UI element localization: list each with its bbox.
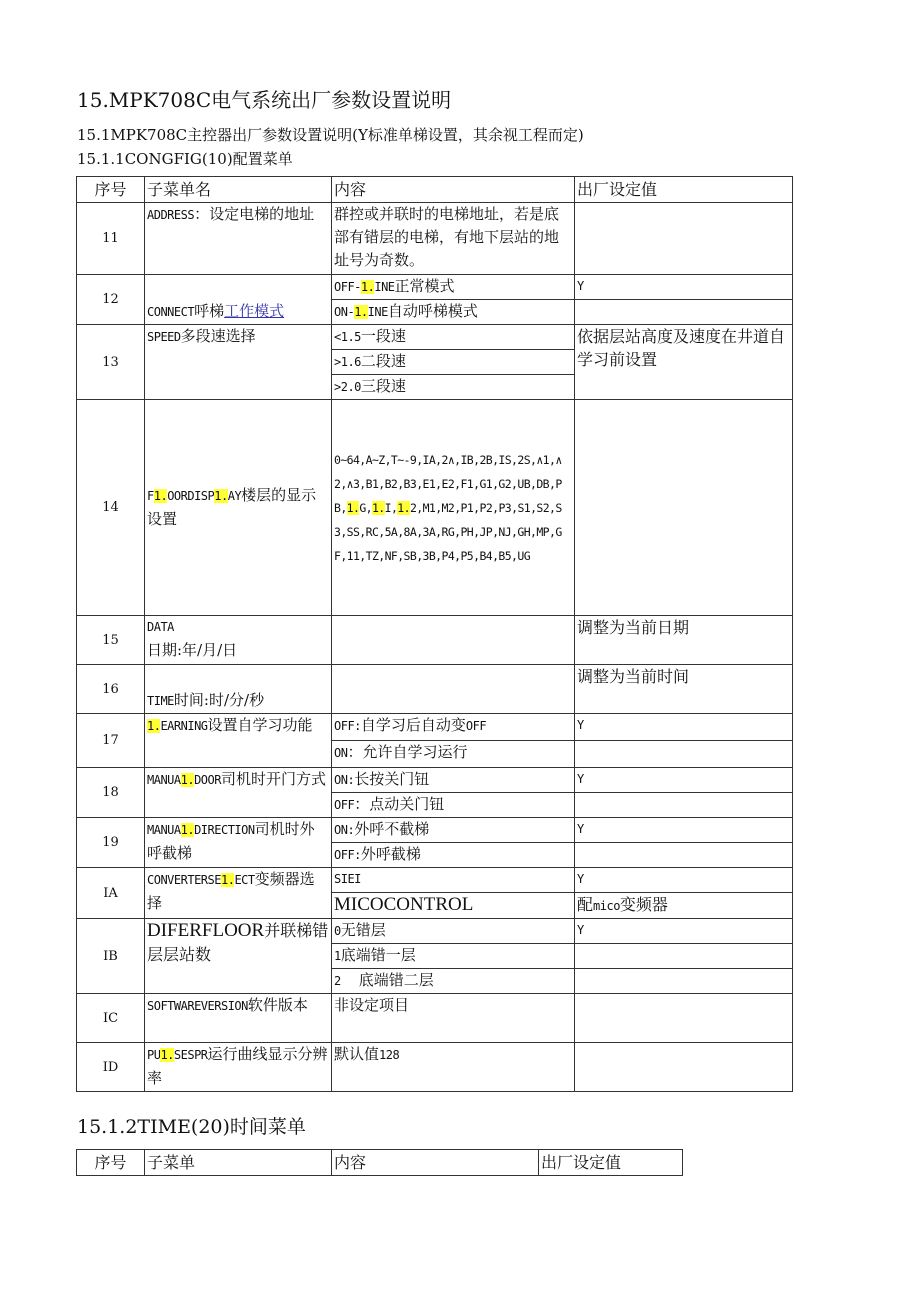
row-num: 17: [77, 714, 145, 768]
highlight: 1.: [360, 280, 375, 294]
submenu-code: EARNING: [160, 719, 208, 733]
submenu-code: CONVERTERSE: [147, 873, 221, 887]
default-cell: Y: [575, 275, 793, 300]
table-row: [77, 868, 793, 893]
table-row: [77, 994, 793, 1043]
submenu-code: DIRECTION: [194, 823, 255, 837]
content-cell: [332, 793, 575, 818]
default-cell: 调整为当前时间: [575, 665, 793, 714]
header-default: 出厂设定值: [539, 1150, 683, 1176]
default-cell: [575, 400, 793, 616]
submenu-desc: 楼层的显示设置: [147, 486, 317, 528]
row-num: 11: [77, 203, 145, 275]
submenu-cell: [145, 868, 332, 919]
submenu-desc: 多段速选择: [180, 327, 256, 345]
content-cell: [332, 616, 575, 665]
content-code: OFF: [334, 798, 355, 812]
default-cell: [575, 944, 793, 969]
content-desc: 自动呼梯模式: [387, 302, 478, 320]
content-code: MICOCONTROL: [334, 894, 474, 915]
content-code: ON:: [334, 773, 355, 787]
content-code: OFF: [465, 719, 487, 733]
submenu-code: SESPR: [173, 1048, 208, 1062]
content-desc: 外呼截梯: [360, 845, 421, 863]
content-desc: 底端错二层: [358, 971, 434, 989]
default-cell: 依据层站高度及速度在井道自学习前设置: [575, 325, 793, 400]
submenu-cell: [145, 1043, 332, 1092]
section-title: 15.MPK708C电气系统出厂参数设置说明: [77, 88, 452, 112]
submenu-desc: 呼梯: [194, 302, 225, 320]
content-code: OFF:: [334, 848, 361, 862]
table-row: [77, 325, 793, 350]
content-code: INE: [367, 305, 388, 319]
content-code: 2: [334, 974, 341, 988]
floor-codes: 0~64,A~Z,T~-9,IA,2∧,IB,2B,IS,2S,∧1,∧2,∧3,B1,B2,B3,E1,E2,F1,G1,G2,UB,DB,PB,: [334, 452, 562, 515]
default-cell: Y: [575, 818, 793, 843]
submenu-code: SPEED: [147, 330, 181, 344]
row-num: 14: [77, 400, 145, 616]
content-cell: [332, 768, 575, 793]
row-num: ID: [77, 1043, 145, 1092]
default-cell: 调整为当前日期: [575, 616, 793, 665]
row-num: 16: [77, 665, 145, 714]
content-desc: 无错层: [340, 921, 386, 939]
content-cell: [332, 325, 575, 350]
default-cell: [575, 741, 793, 768]
content-code: OFF:: [334, 719, 361, 733]
content-desc: 三段速: [360, 377, 406, 395]
highlight: 1.: [153, 489, 168, 503]
default-cell: [575, 994, 793, 1043]
submenu-cell: [145, 768, 332, 818]
header-content: 内容: [332, 177, 575, 203]
config-menu-table: [76, 176, 793, 1092]
content-code: >2.0: [334, 380, 361, 394]
table-row: [77, 616, 793, 665]
submenu-desc: 运行曲线显示分辨率: [147, 1045, 328, 1087]
submenu-cell: [145, 665, 332, 714]
highlight: 1.: [220, 873, 235, 887]
content-cell: [332, 714, 575, 741]
content-code: INE: [374, 280, 395, 294]
highlight: 1.: [180, 773, 195, 787]
table-row: [77, 919, 793, 944]
submenu-code: OORDISP: [167, 489, 215, 503]
submenu-cell: [145, 919, 332, 994]
highlight: 1.: [180, 823, 195, 837]
submenu-desc: 变频器选择: [147, 870, 315, 912]
default-cell: Y: [575, 714, 793, 741]
content-code: <1.5: [334, 330, 361, 344]
content-desc: 底端错一层: [340, 946, 416, 964]
default-cell: [575, 203, 793, 275]
content-code: OFF-: [334, 280, 361, 294]
content-cell: [332, 969, 575, 994]
submenu-cell: [145, 203, 332, 275]
submenu-cell: [145, 400, 332, 616]
submenu-code: ADDRESS: [147, 208, 195, 222]
content-cell: [332, 818, 575, 843]
submenu-desc: 司机时外呼截梯: [147, 820, 315, 862]
submenu-desc: 并联梯错层层站数: [147, 921, 329, 964]
content-cell: [332, 741, 575, 768]
highlight: 1.: [346, 500, 360, 515]
row-num: IB: [77, 919, 145, 994]
content-cell: 非设定项目: [332, 994, 575, 1043]
default-code: mico: [593, 899, 620, 913]
content-cell: [332, 275, 575, 300]
highlight: 1.: [160, 1048, 174, 1062]
content-desc: 正常模式: [394, 277, 455, 295]
highlight: 1.: [354, 305, 368, 319]
table-row: [77, 768, 793, 793]
content-desc: 一段速: [360, 327, 406, 345]
content-cell: [332, 375, 575, 400]
submenu-code: DOOR: [194, 773, 221, 787]
content-code: 0: [334, 924, 341, 938]
table-row: [77, 275, 793, 300]
row-num: 12: [77, 275, 145, 325]
highlight: 1.: [147, 719, 161, 733]
time-menu-table: [76, 1149, 683, 1176]
content-desc: ：允许自学习运行: [347, 743, 468, 761]
submenu-cell: [145, 325, 332, 400]
submenu-cell: [145, 275, 332, 325]
content-desc: 自学习后自动变: [360, 716, 466, 734]
content-desc: 默认值: [334, 1045, 380, 1063]
row-num: IA: [77, 868, 145, 919]
table-row: [77, 203, 793, 275]
submenu-desc: 时间:时/分/秒: [173, 691, 265, 709]
header-submenu: 子菜单: [145, 1150, 332, 1176]
content-cell: [332, 300, 575, 325]
floor-codes: G,: [359, 500, 372, 515]
table-row: [77, 714, 793, 741]
content-cell: [332, 843, 575, 868]
submenu-link-text: 工作模式: [224, 302, 285, 320]
content-cell: [332, 893, 575, 919]
submenu-code: AY: [227, 489, 242, 503]
default-cell: [575, 793, 793, 818]
default-cell: Y: [575, 919, 793, 944]
submenu-code: DATA: [147, 620, 174, 634]
submenu-code: MANUA: [147, 823, 181, 837]
config-menu-title: 15.1.1CONGFIG(10)配置菜单: [77, 150, 293, 168]
header-num: 序号: [77, 177, 145, 203]
subsection-title: 15.1MPK708C主控器出厂参数设置说明(Y标准单梯设置，其余视工程而定): [77, 126, 584, 144]
submenu-desc: 日期:年/月/日: [147, 641, 238, 659]
content-code: 1: [334, 949, 341, 963]
content-cell: SIEI: [332, 868, 575, 893]
floor-display-list: [332, 400, 575, 616]
submenu-cell: [145, 616, 332, 665]
default-cell: [575, 893, 793, 919]
submenu-desc: ：设定电梯的地址: [194, 205, 315, 223]
highlight: 1.: [371, 500, 385, 515]
submenu-cell: [145, 994, 332, 1043]
default-cell: [575, 969, 793, 994]
submenu-code: TIME: [147, 694, 174, 708]
content-cell: [332, 665, 575, 714]
table-header-row: [77, 1150, 683, 1176]
table-row: [77, 400, 793, 616]
header-default: 出厂设定值: [575, 177, 793, 203]
submenu-cell: [145, 818, 332, 868]
content-code: 128: [379, 1048, 400, 1062]
submenu-code: F: [147, 489, 154, 503]
content-code: ON:: [334, 823, 355, 837]
default-cell: Y: [575, 868, 793, 893]
default-cell: [575, 300, 793, 325]
submenu-cell: [145, 714, 332, 768]
row-num: 19: [77, 818, 145, 868]
submenu-code: DIFERFLOOR: [147, 920, 265, 941]
header-content: 内容: [332, 1150, 539, 1176]
default-cell: [575, 843, 793, 868]
content-cell: [332, 944, 575, 969]
submenu-code: SOFTWAREVERSION: [147, 999, 248, 1013]
content-cell: [332, 350, 575, 375]
floor-codes: I,: [384, 500, 398, 515]
default-cell: [575, 1043, 793, 1092]
highlight: 1.: [397, 500, 410, 515]
row-num: 18: [77, 768, 145, 818]
table-header-row: [77, 177, 793, 203]
row-num: 13: [77, 325, 145, 400]
content-cell: 群控或并联时的电梯地址，若是底部有错层的电梯，有地下层站的地址号为奇数。: [332, 203, 575, 275]
default-text: 变频器: [619, 895, 668, 914]
content-cell: [332, 1043, 575, 1092]
content-desc: 长按关门钮: [354, 770, 430, 788]
content-desc: ：点动关门钮: [354, 795, 445, 813]
row-num: 15: [77, 616, 145, 665]
content-code: ON-: [334, 305, 355, 319]
submenu-code: ECT: [234, 873, 255, 887]
submenu-desc: 司机时开门方式: [220, 770, 326, 788]
table-row: [77, 665, 793, 714]
table-row: [77, 1043, 793, 1092]
submenu-desc: 软件版本: [247, 996, 308, 1014]
table-row: [77, 818, 793, 843]
time-menu-title: 15.1.2TIME(20)时间菜单: [77, 1116, 306, 1138]
header-submenu: 子菜单名: [145, 177, 332, 203]
header-num: 序号: [77, 1150, 145, 1176]
content-desc: 外呼不截梯: [354, 820, 430, 838]
highlight: 1.: [214, 489, 228, 503]
submenu-code: CONNECT: [147, 305, 195, 319]
submenu-code: PU: [147, 1048, 161, 1062]
row-num: IC: [77, 994, 145, 1043]
content-desc: 二段速: [360, 352, 406, 370]
floor-codes: 2,M1,M2,P1,P2,P3,S1,S2,S3,SS,RC,5A,8A,3A,RG,PH,JP,NJ,GH,MP,GF,11,TZ,NF,SB,3B,P4,P5,B4,B5,UG: [334, 500, 562, 563]
content-code: ON: [334, 746, 348, 760]
default-text: 配: [577, 895, 594, 914]
content-cell: [332, 919, 575, 944]
default-cell: Y: [575, 768, 793, 793]
submenu-code: MANUA: [147, 773, 181, 787]
content-code: >1.6: [334, 355, 361, 369]
submenu-desc: 设置自学习功能: [207, 716, 313, 734]
